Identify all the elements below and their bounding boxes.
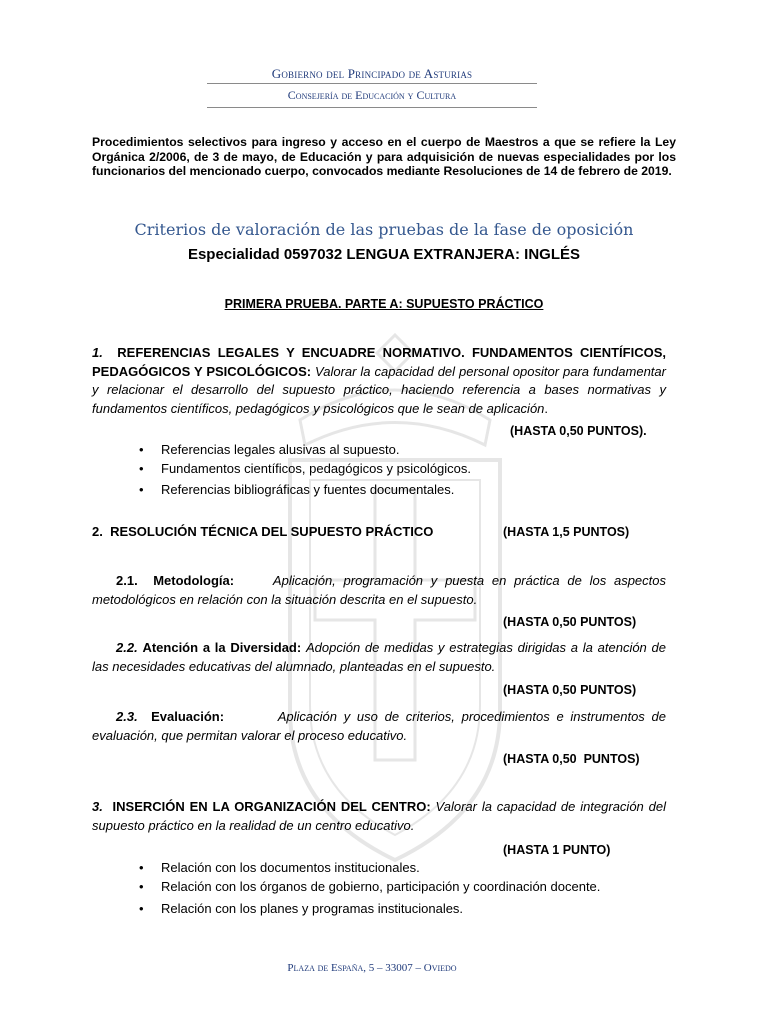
subsection-2-2-number: 2.2.: [116, 640, 138, 655]
list-item: Referencias bibliográficas y fuentes documentales.: [161, 482, 455, 497]
subsection-2-2-label: Atención a la Diversidad:: [142, 640, 302, 655]
list-item: Relación con los documentos institucionales.: [161, 860, 420, 875]
intro-paragraph: Procedimientos selectivos para ingreso y acceso en el cuerpo de Maestros a que se refiere la Ley Orgánica 2/2006, de 3 de mayo, de Educación y para adquisición de nuevas especialidades por los funcionarios del mencionado cuerpo, convocados mediante Resoluciones de 14 de febrero de 2019.: [92, 135, 676, 178]
prueba-heading: PRIMERA PRUEBA. PARTE A: SUPUESTO PRÁCTICO: [224, 297, 544, 311]
section-1-heading: REFERENCIAS LEGALES Y ENCUADRE NORMATIVO. FUNDAMENTOS CIENTÍFICOS, PEDAGÓGICOS Y PSICOLÓGICOS:: [92, 345, 666, 379]
section-3-text: Valorar la capacidad de integración del supuesto práctico en la realidad de un centro educativo.: [92, 799, 666, 833]
subsection-2-2-points: (HASTA 0,50 PUNTOS): [503, 683, 637, 697]
section-1: [92, 344, 666, 418]
section-1-text: Valorar la capacidad del personal opositor para fundamentar y relacionar el desarrollo del supuesto práctico, haciendo referencia a bases normativas y fundamentos científicos, pedagógicos y psicológicos que le sean de aplicación: [92, 363, 666, 416]
bullet-icon: •: [139, 482, 144, 497]
bullet-icon: •: [139, 442, 144, 457]
section-3-heading: INSERCIÓN EN LA ORGANIZACIÓN DEL CENTRO:: [112, 799, 431, 814]
subsection-2-3: [92, 708, 666, 745]
section-2-points: (HASTA 1,5 PUNTOS): [503, 525, 630, 539]
subsection-2-2-text: Adopción de medidas y estrategias dirigidas a la atención de las necesidades educativas del alumnado, planteadas en el supuesto.: [92, 640, 666, 674]
subsection-2-3-text: Aplicación y uso de criterios, procedimientos e instrumentos de evaluación, que permitan valorar el proceso educativo.: [92, 709, 666, 743]
footer-address: Plaza de España, 5 – 33007 – Oviedo: [287, 962, 457, 974]
section-1-points: (HASTA 0,50 PUNTOS).: [510, 424, 647, 438]
list-item: Referencias legales alusivas al supuesto.: [161, 442, 400, 457]
list-item: Fundamentos científicos, pedagógicos y psicológicos.: [161, 461, 472, 476]
subsection-2-3-number: 2.3.: [116, 709, 138, 724]
subsection-2-3-label: Evaluación:: [151, 709, 225, 724]
list-item: Relación con los planes y programas institucionales.: [161, 901, 464, 916]
subsection-2-1-points: (HASTA 0,50 PUNTOS): [503, 615, 637, 629]
subsection-2-1-text: Aplicación, programación y puesta en práctica de los aspectos metodológicos en relación con la situación descrita en el supuesto.: [92, 573, 666, 607]
list-item: Relación con los órganos de gobierno, participación y coordinación docente.: [161, 879, 601, 894]
bullet-icon: •: [139, 461, 144, 476]
bullet-icon: •: [139, 879, 144, 894]
subsection-2-2: [92, 639, 666, 676]
page-subtitle: Especialidad 0597032 LENGUA EXTRANJERA: INGLÉS: [187, 246, 581, 263]
section-1-number: 1.: [92, 345, 103, 360]
subsection-2-3-points: (HASTA 0,50 PUNTOS): [503, 752, 640, 766]
bullet-icon: •: [139, 901, 144, 916]
header-government: Gobierno del Principado de Asturias: [271, 66, 473, 81]
section-1-text-end: .: [544, 400, 549, 416]
section-2-heading: 2. RESOLUCIÓN TÉCNICA DEL SUPUESTO PRÁCTICO: [92, 524, 434, 539]
page-title: Criterios de valoración de las pruebas de la fase de oposición: [134, 220, 634, 239]
subsection-2-1-label: 2.1. Metodología:: [116, 573, 235, 588]
section-3: [92, 798, 666, 835]
header-rule-top: [207, 83, 537, 84]
bullet-icon: •: [139, 860, 144, 875]
header-rule-bottom: [207, 107, 537, 108]
section-3-points: (HASTA 1 PUNTO): [503, 843, 611, 857]
subsection-2-1: [92, 572, 666, 609]
section-3-number: 3.: [92, 799, 103, 814]
header-department: Consejería de Educación y Cultura: [287, 88, 457, 102]
